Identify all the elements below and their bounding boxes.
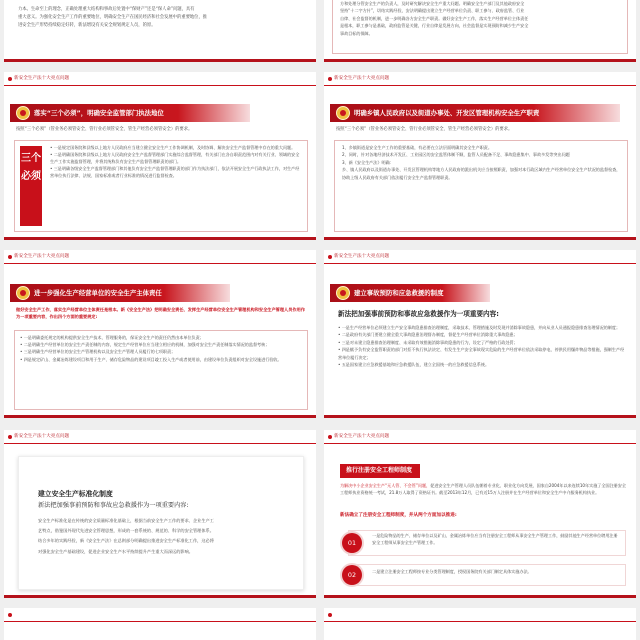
point-number-badge: 02 <box>342 565 362 585</box>
slide-1-body <box>18 6 308 29</box>
intro-text <box>340 482 626 496</box>
list-item: • 三是对未建立隐患排查治理制度、未采取有效措施消除事故隐患的行为，设定了严格的行政处罚； <box>338 339 518 345</box>
slide-3 <box>4 72 316 240</box>
list-item-text: 四是规定矿山、金属冶炼建设项目和用于生产、储存危险物品的建设项目竣工投入生产或者使用前，由建设单位负责组织对安全设施进行验收。 <box>23 356 282 362</box>
body-text <box>38 516 296 557</box>
header-label: 新安全生产法十大亮点问题 <box>334 434 390 439</box>
section-flag <box>340 464 420 478</box>
slide-bottom-bar <box>324 237 636 240</box>
header-label: 新安全生产法十大亮点问题 <box>14 254 70 259</box>
slide-5 <box>4 250 316 418</box>
list-item-text: 一是规定国务院和县级以上地方人民政府应当建立健全安全生产工作协调机制，及时协调、解决安全生产监督管理中存在的重大问题。 <box>53 145 296 150</box>
text-line: 是根本，职工参与是基础，政府监管是关键，行业自律是发展方向，社会监督是实现预防和减少生产安全 <box>340 23 529 29</box>
section-banner <box>330 104 620 122</box>
emblem-icon <box>16 106 30 120</box>
text-line: 事故目标的保障。 <box>340 30 373 36</box>
slide-bottom-bar <box>324 59 636 62</box>
item-list <box>20 334 302 363</box>
point-number-badge: 01 <box>342 533 362 553</box>
header-label: 新安全生产法十大亮点问题 <box>14 434 70 439</box>
list-item-text: 三是明确各级安全生产监督管理部门和其他负有安全生产监督管理职责的部门作为执法部门，依法开展安全生产行政执法工作，对生产经营单位执行法律、法规、国家标准或者行业标准的情况进行监督检查。 <box>50 166 300 178</box>
emblem-icon <box>16 286 30 300</box>
item-list <box>50 144 302 179</box>
list-item-text: 一是生产经营单位必须建立生产安全事故隐患排查治理制度，采取技术、管理措施及时发现并消除事故隐患，并向从业人员通报隐患排查治理情况的制度； <box>341 325 621 330</box>
slide-header <box>4 608 316 622</box>
header-dot-icon <box>328 613 332 617</box>
text-line: 方和处理分管安全生产的负责人，及时研究解决安全生产重大问题。明确安全生产部门及其他政府安全 <box>340 1 525 6</box>
intro-text: 按照“三个必须”（管业务必须管安全、管行业必须管安全、管生产经营必须管安全）的要求。 <box>16 127 193 132</box>
highlight-text: 新法确立了注册安全工程师制度，并从两个方面加以推进: <box>340 513 457 518</box>
list-item-text: 二是明确生产经营单位的安全生产责任制的内容，规定生产经营单位应当建立相应的机制，加强对安全生产责任制落实情况的监督考核； <box>23 342 270 348</box>
list-item-text: 二是政府有关部门要建立健全重大事故隐患治理督办制度，督促生产经营单位消除重大事故隐患； <box>341 332 518 338</box>
text-line: 艺特点，借鉴国外现代先进安全管理思想，形成的一套系统的、规范的、科学的安全管理体系。 <box>38 528 214 534</box>
section-title: 落实“三个必须”，明确安全监管部门执法地位 <box>34 109 164 117</box>
header-label: 新安全生产法十大亮点问题 <box>14 76 70 81</box>
slide-8 <box>324 430 636 598</box>
list-item: • 三是明确各级安全生产监督管理部门和其他负有安全生产监督管理职责的部门作为执法部门，依法开展安全生产行政执法工作，对生产经营单位执行法律、法规、国家标准或者行业标准的情况进行监督检查。 <box>50 166 300 178</box>
slide-bottom-bar <box>324 415 636 418</box>
slide-4 <box>324 72 636 240</box>
section-title: 明确乡镇人民政府以及街道办事处、开发区管理机构安全生产职责 <box>354 109 540 117</box>
section-title: 建立安全生产标准化制度 <box>38 490 113 498</box>
slide-header <box>324 608 636 622</box>
header-dot-icon <box>8 255 12 259</box>
list-item: 1、乡镇街道是安全生产工作的重要基础，有必要在立法层面明确其安全生产职责。 <box>342 145 492 150</box>
item-list <box>338 324 626 368</box>
slide-9-cropped <box>4 608 316 640</box>
list-item-text: 三是对未建立隐患排查治理制度、未采取有效措施消除事故隐患的行为，设定了严格的行政处罚； <box>341 339 518 345</box>
list-item: • 四是赋予负有安全监管职责的部门对拒不执行执法决定、有发生生产安全事故现实危险的生产经营单位依法采取停电、停供民用爆炸物品等措施，强制生产经营单位履行决定； <box>338 347 625 360</box>
slide-10-cropped <box>324 608 636 640</box>
list-item-text: 二是明确国务院和县级以上地方人民政府安全生产监督管理部门实施综合监督管理，有关部门在各自职责范围内对有关行业、领域的安全生产工作实施监督管理，并将其统称负有安全生产监督管理职责的部门。 <box>50 152 300 164</box>
highlight-text: 做好安全生产工作，落实生产经营单位主体责任是根本。新《安全生产法》把明确安全责任、发挥生产经营单位安全生产管理机构和安全生产管理人员作用作为一项重要内容，作出四个方面的重要规定: <box>16 307 305 320</box>
section-banner <box>10 284 230 302</box>
intro-text: 按照“三个必须”（管业务必须管安全、管行业必须管安全、管生产经营必须管安全）的要求。 <box>336 127 513 132</box>
emblem-icon <box>336 286 350 300</box>
section-banner <box>330 284 490 302</box>
subtitle: 新法把加强事前预防和事故应急救援作为一项重要内容: <box>38 502 189 509</box>
slide-2-body <box>340 0 622 37</box>
list-item: 2、同时，针对各地经济技术开发区、工业园区的安全监管体制不顺，监管人员配备不足、事故隐患集中、事故多发等突出问题 <box>342 152 570 158</box>
slide-1 <box>4 0 316 62</box>
subtitle: 新法把加强事前预防和事故应急救援作为一项重要内容: <box>338 310 499 318</box>
slide-6 <box>324 250 636 418</box>
text-line: 自律、社会监督的机制，进一步明确各方安全生产职责。做好安全生产工作，落实生产经营单位主体责任 <box>340 15 529 21</box>
slide-7 <box>4 430 316 598</box>
list-item: • 三是明确生产经营单位的安全生产管理机构以及安全生产管理人员履行的七项职责； <box>20 349 176 355</box>
list-item: • 一是生产经营单位必须建立生产安全事故隐患排查治理制度，采取技术、管理措施及时发现并消除事故隐患，并向从业人员通报隐患排查治理情况的制度； <box>338 325 621 330</box>
section-title: 推行注册安全工程师制度 <box>346 467 413 474</box>
slide-bottom-bar <box>324 595 636 598</box>
header-label: 新安全生产法十大亮点问题 <box>334 254 390 259</box>
header-dot-icon <box>328 435 332 439</box>
list-item: • 二是明确国务院和县级以上地方人民政府安全生产监督管理部门实施综合监督管理，有关部门在各自职责范围内对有关行业、领域的安全生产工作实施监督管理，并将其统称负有安全生产监督管理职责的部门。 <box>50 152 300 164</box>
slide-header <box>324 430 636 444</box>
list-item: • 一是明确委托规定的机构提供安全生产技术、管理服务的，保证安全生产的责任仍然由本单位负责； <box>20 335 204 340</box>
text-line: 对强化安全生产基础建设，促进企业安全生产水平持续提升产生重大而深远的影响。 <box>38 548 193 554</box>
list-item: • 二是政府有关部门要建立健全重大事故隐患治理督办制度，督促生产经营单位消除重大事故隐患； <box>338 332 518 338</box>
emblem-icon <box>336 106 350 120</box>
text-line: 进安全生产形势持续稳定好转，新法增设有关安全规划规定人员，的原。 <box>18 22 156 28</box>
header-dot-icon <box>328 255 332 259</box>
text-line: 重大意义。为强化安全生产工作的重要地位，明确安全生产在国民经济和社会发展中的重要地位，推 <box>18 14 208 20</box>
list-item: • 五是国家建立应急救援基地和应急救援队伍，建立全国统一的应急救援信息系统。 <box>338 362 490 368</box>
header-dot-icon <box>8 613 12 617</box>
item-list <box>342 144 622 181</box>
header-dot-icon <box>328 77 332 81</box>
slide-header <box>4 250 316 264</box>
header-dot-icon <box>8 435 12 439</box>
slide-bottom-bar <box>4 59 316 62</box>
list-item: • 四是规定矿山、金属冶炼建设项目和用于生产、储存危险物品的建设项目竣工投入生产或者使用前，由建设单位负责组织对安全设施进行验收。 <box>20 356 282 362</box>
header-label: 新安全生产法十大亮点问题 <box>334 76 390 81</box>
section-title: 进一步强化生产经营单位的安全生产主体责任 <box>34 289 162 297</box>
slide-2 <box>324 0 636 62</box>
slide-bottom-bar <box>4 595 316 598</box>
list-item-text: 五是国家建立应急救援基地和应急救援队伍，建立全国统一的应急救援信息系统。 <box>341 362 490 368</box>
list-item-text: 三是明确生产经营单位的安全生产管理机构以及安全生产管理人员履行的七项职责； <box>23 349 176 355</box>
text-line: 坚持“十二字方针”，切结实践经验，安法明确提出建立生产经营单位负责、职工参与、政府监管、行业 <box>340 8 525 14</box>
list-item: 3、新《安全生产法》明确： <box>342 159 394 165</box>
text-line: 力本。生命至上的理念，正确处理重大结构和事故后处置中“保财产”还是“保人命”问题，具有 <box>18 7 195 12</box>
slide-bottom-bar <box>4 237 316 240</box>
list-item: • 一是规定国务院和县级以上地方人民政府应当建立健全安全生产工作协调机制，及时协调、解决安全生产监督管理中存在的重大问题。 <box>50 145 296 150</box>
slide-header <box>324 72 636 86</box>
header-dot-icon <box>8 77 12 81</box>
list-item-text: 四是赋予负有安全监管职责的部门对拒不执行执法决定、有发生生产安全事故现实危险的生产经营单位依法采取停电、停供民用爆炸物品等措施，强制生产经营单位履行决定； <box>338 347 625 360</box>
vertical-title <box>20 146 42 226</box>
intro-lead: 为解决中小企业安全生产“无人管、不会管”问题， <box>340 483 431 488</box>
section-banner <box>10 104 250 122</box>
text-line: 结合多年的实践经验，新《安全生产法》在总则部分明确提出推进安全生产标准化工作，这必将 <box>38 538 214 544</box>
intro-rest: 促进安全生产管理人员队伍朝着专业化、职业化方向发展，国家自2004年以来连续10年实施了全国注册安全工程师执业资格统一考试，21.8万人取得了资格证书。截至2013年12月，已有近15万人注册并在生产经营单位和安全生产中介服务机构执业。 <box>340 483 626 495</box>
text-line: 安全生产标准化是在传统的安全质量标准化基础上，根据当前安全生产工作的要求、企业生产工 <box>38 518 214 523</box>
slide-header <box>4 430 316 444</box>
list-item-text: 一是明确委托规定的机构提供安全生产技术、管理服务的，保证安全生产的责任仍然由本单位负责； <box>23 335 204 340</box>
point-text: 一是危险物品的生产、储存单位以及矿山、金属冶炼单位应当有注册安全工程师从事安全生产管理工作，鼓励其他生产经营单位聘用注册安全工程师从事安全生产管理工作。 <box>372 533 618 545</box>
vertical-title-text: 三个必须 <box>21 153 41 182</box>
point-text: 二是建立注册安全工程师按专业分类管理制度，授权国务院有关部门制定具体实施办法。 <box>372 569 532 574</box>
section-title: 建立事故预防和应急救援的制度 <box>354 289 444 297</box>
slide-header <box>324 250 636 264</box>
list-item: • 二是明确生产经营单位的安全生产责任制的内容，规定生产经营单位应当建立相应的机制，加强对安全生产责任制落实情况的监督考核； <box>20 342 270 348</box>
slide-header <box>4 72 316 86</box>
list-item: 乡、镇人民政府以及街道办事处、开发区管理机构等地方人民政府的派出机关应当按照职责，加强对本行政区域内生产经营单位安全生产状况的监督检查，协助上级人民政府有关部门依法履行安全生产监督管理职责。 <box>342 167 621 180</box>
slide-bottom-bar <box>4 415 316 418</box>
